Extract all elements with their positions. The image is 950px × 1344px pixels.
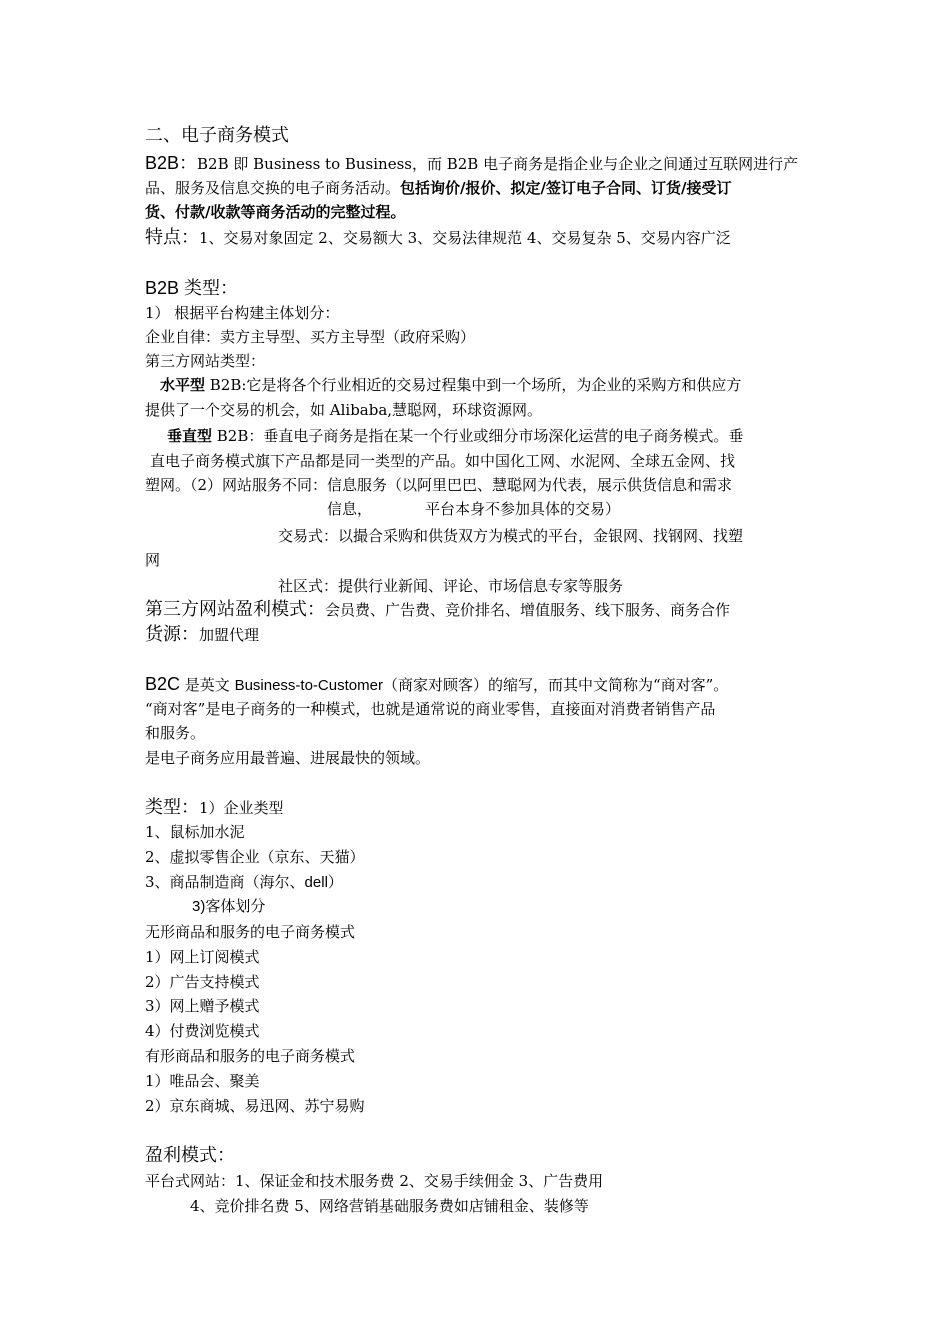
b2b-intro-text-2: 品、服务及信息交换的电子商务活动。	[145, 179, 401, 197]
enterprise-type-3c: ）	[327, 873, 343, 891]
intangible-3: 3）网上赠予模式	[145, 997, 260, 1015]
intangible-heading: 无形商品和服务的电子商务模式	[145, 923, 356, 941]
enterprise-type-3	[145, 872, 343, 893]
b2b-intro-label: B2B：	[145, 153, 198, 173]
profit-title: 盈利模式：	[145, 1145, 235, 1166]
b2b-intro-text-1: B2B 即 Business to Business，而 B2B 电子商务是指企业与企业之间通过互联网进行产	[197, 155, 799, 173]
section-title: 二、电子商务模式	[145, 125, 289, 146]
intangible-1: 1）网上订阅模式	[145, 948, 260, 966]
vertical-b2b-line-2: 直电子商务模式旗下产品都是同一类型的产品。如中国化工网、水泥网、全球五金网、找	[150, 452, 736, 470]
vertical-text-1: B2B：垂直电子商务是指在某一个行业或细分市场深化运营的电子商务模式。垂	[212, 427, 744, 445]
trade-type-line-1: 交易式：以撮合采购和供货双方为模式的平台，金银网、找钢网、找塑	[278, 527, 744, 545]
b2c-types-label: 类型：	[145, 797, 199, 818]
vertical-b2b-line-4b: 平台本身不参加具体的交易）	[425, 500, 621, 518]
b2b-intro-line-3: 货、付款/收款等商务活动的完整过程。	[145, 203, 406, 221]
b2b-intro-line-2	[145, 178, 731, 198]
horizontal-b2b-line-2: 提供了一个交易的机会，如 Alibaba,慧聪网，环球资源网。	[145, 401, 543, 419]
features-text: 1、交易对象固定 2、交易额大 3、交易法律规范 4、交易复杂 5、交易内容广泛	[199, 229, 731, 247]
tangible-1: 1）唯品会、聚美	[145, 1072, 260, 1090]
b2b-intro-bold-2: 包括询价/报价、拟定/签订电子合同、订货/接受订	[400, 179, 732, 197]
horizontal-b2b-line-1	[160, 375, 741, 396]
horizontal-text-1: B2B:它是将各个行业相近的交易过程集中到一个场所，为企业的采购方和供应方	[205, 376, 742, 394]
b2b-type-3: 第三方网站类型：	[145, 352, 266, 370]
community-type: 社区式：提供行业新闻、评论、市场信息专家等服务	[278, 577, 624, 595]
profit-label: 第三方网站盈利模式：	[145, 599, 325, 620]
enterprise-type-3b: dell	[304, 874, 328, 891]
profit-text: 会员费、广告费、竞价排名、增值服务、线下服务、商务合作	[325, 601, 731, 619]
b2b-type-2: 企业自律：卖方主导型、买方主导型（政府采购）	[145, 328, 476, 346]
features-label: 特点：	[145, 227, 199, 248]
intangible-2: 2）广告支持模式	[145, 973, 260, 991]
enterprise-type-1: 1、鼠标加水泥	[145, 823, 245, 841]
vertical-label: 垂直型	[167, 428, 213, 445]
vertical-b2b-line-4a: 信息，	[327, 500, 373, 518]
profit-line-1: 平台式网站：1、保证金和技术服务费 2、交易手续佣金 3、广告费用	[145, 1172, 604, 1190]
source-text: 加盟代理	[199, 626, 260, 644]
source-label: 货源：	[145, 624, 199, 645]
horizontal-label: 水平型	[160, 377, 206, 394]
b2c-types-text: 1）企业类型	[199, 799, 284, 817]
vertical-b2b-line-1	[167, 426, 743, 447]
b2b-intro-line-1	[145, 153, 798, 174]
b2b-type-1: 1） 根据平台构建主体划分：	[145, 304, 340, 322]
b2b-features	[145, 228, 731, 248]
b2c-types	[145, 798, 284, 818]
intangible-4: 4）付费浏览模式	[145, 1022, 260, 1040]
b2c-line-2: “商对客”是电子商务的一种模式，也就是通常说的商业零售，直接面对消费者销售产品	[145, 700, 716, 718]
enterprise-type-2: 2、虚拟零售企业（京东、天猫）	[145, 848, 365, 866]
b2c-label: B2C	[145, 674, 181, 694]
b2c-line-3: 和服务。	[145, 724, 206, 742]
enterprise-type-3a: 3、商品制造商（海尔、	[145, 873, 305, 891]
supply-source	[145, 625, 259, 645]
profit-line-2: 4、竞价排名费 5、网络营销基础服务费如店铺租金、装修等	[190, 1197, 589, 1215]
b2c-text-1c: （商家对顾客）的缩写，而其中文简称为“商对客”。	[382, 676, 729, 694]
b2c-text-1b: Business-to-Customer	[234, 677, 383, 694]
object-classification: 3)客体划分	[192, 898, 266, 915]
third-party-profit	[145, 600, 730, 620]
b2c-text-1a: 是英文	[180, 676, 235, 694]
trade-type-line-2: 网	[145, 551, 161, 569]
b2c-line-4: 是电子商务应用最普遍、进展最快的领域。	[145, 749, 431, 767]
vertical-b2b-line-3: 塑网。（2）网站服务不同：信息服务（以阿里巴巴、慧聪网为代表，展示供货信息和需求	[145, 476, 733, 494]
b2b-types-title: B2B 类型：	[145, 278, 239, 298]
tangible-2: 2）京东商城、易迅网、苏宁易购	[145, 1097, 365, 1115]
tangible-heading: 有形商品和服务的电子商务模式	[145, 1047, 356, 1065]
b2c-line-1	[145, 674, 728, 696]
